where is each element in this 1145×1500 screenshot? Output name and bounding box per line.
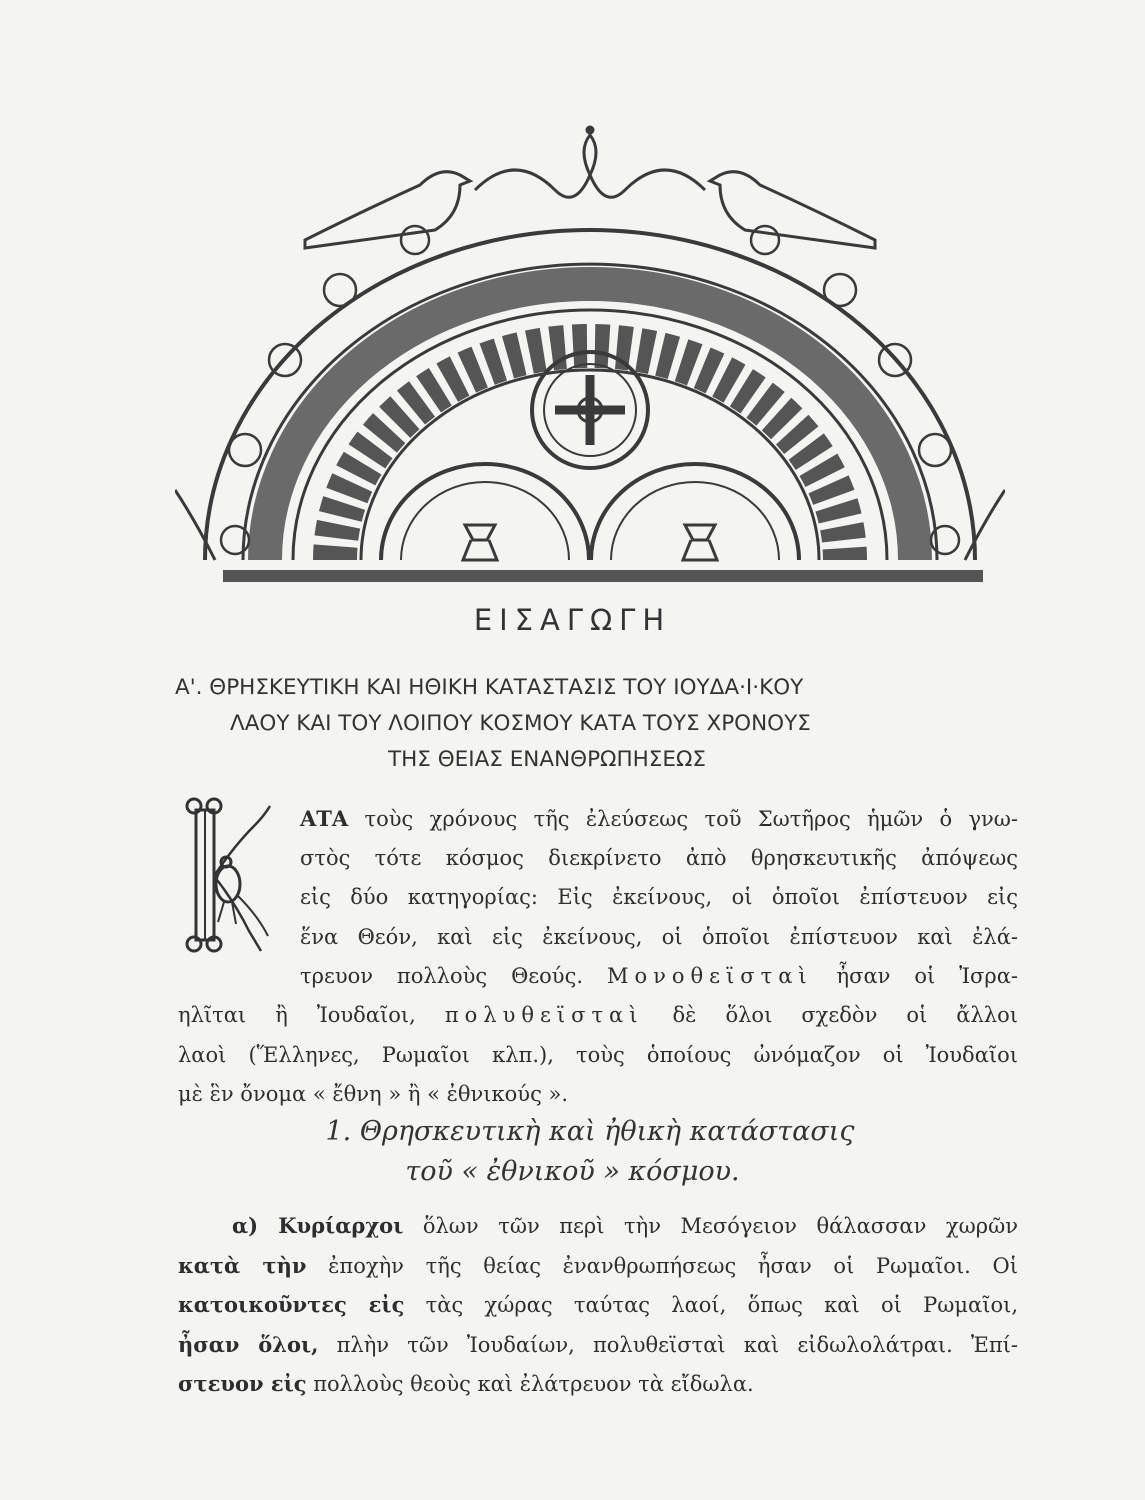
text-line: τρευον πολλοὺς Θεούς. Μονοθεϊσταὶ ἦσαν οἱ Ἰσρα- [300,964,1019,988]
paragraph-1-top [300,799,1018,997]
text-line: κατοικοῦντες εἰς τὰς χώρας ταύτας λαοί, ὅπως καὶ οἱ Ρωμαῖοι, [178,1292,1018,1317]
subheading-line: 1. Θρησκευτικὴ καὶ ἠθικὴ κατάστασις [325,1116,855,1147]
paragraph-2 [178,1206,1018,1404]
text-line: κατὰ τὴν ἐποχὴν τῆς θείας ἐνανθρωπήσεως ἦσαν οἱ Ρωμαῖοι. Οἱ [178,1252,1018,1278]
text-line: στευον εἰς πολλοὺς θεοὺς καὶ ἐλάτρευον τὰ εἴδωλα. [178,1371,754,1396]
byzantine-headpiece-ornament [175,120,1005,595]
chapter-title-line: ΤΗΣ ΘΕΙΑΣ ΕΝΑΝΘΡΩΠΗΣΕΩΣ [388,747,706,772]
text-line: στὸς τότε κόσμος διεκρίνετο ἀπὸ θρησκευτικῆς ἀπόψεως [300,845,1018,870]
emphasis-spaced: Μονοθεϊσταὶ [606,964,813,988]
dropcap-lead: ΑΤΑ [300,806,349,831]
text-line: ηλῖται ἢ Ἰουδαῖοι, πολυθεϊσταὶ δὲ ὅλοι σχεδὸν οἱ ἄλλοι [178,1003,1018,1027]
chapter-title-line: ΛΑΟΥ ΚΑΙ ΤΟΥ ΛΟΙΠΟΥ ΚΟΣΜΟΥ ΚΑΤΑ ΤΟΥΣ ΧΡΟΝΟΥΣ [230,711,811,736]
text-line: ἦσαν ὅλοι, πλὴν τῶν Ἰουδαίων, πολυθεϊσταὶ καὶ εἰδωλολάτραι. Ἐπί- [178,1331,1018,1357]
chapter-title [175,670,1015,778]
illuminated-dropcap-k [178,796,288,961]
emphasis-spaced: πολυθεϊσταὶ [444,1003,644,1027]
text-line: ΑΤΑ τοὺς χρόνους τῆς ἐλεύσεως τοῦ Σωτῆρος ἡμῶν ὁ γνω- [300,806,1018,831]
text-line: α) Κυρίαρχοι ὅλων τῶν περὶ τὴν Μεσόγειον θάλασσαν χωρῶν [232,1213,1018,1238]
subsection-heading [0,1112,1145,1192]
text-line: μὲ ἓν ὄνομα « ἔθνη » ἢ « ἐθνικούς ». [178,1082,569,1106]
chapter-title-line: Α'. ΘΡΗΣΚΕΥΤΙΚΗ ΚΑΙ ΗΘΙΚΗ ΚΑΤΑΣΤΑΣΙΣ ΤΟΥ ΙΟΥΔΑ·Ι·ΚΟΥ [175,675,804,700]
subheading-line: τοῦ « ἐθνικοῦ » κόσμου. [405,1156,740,1187]
paragraph-1-bottom [178,996,1018,1115]
text-line: εἰς δύο κατηγορίας: Εἰς ἐκείνους, οἱ ὁποῖοι ἐπίστευον εἰς [300,885,1018,909]
section-heading: ΕΙΣΑΓΩΓΗ [473,603,672,637]
text-line: ἕνα Θεόν, καὶ εἰς ἐκείνους, οἱ ὁποῖοι ἐπίστευον καὶ ἐλά- [300,924,1018,949]
text-line: λαοὶ (Ἕλληνες, Ρωμαῖοι κλπ.), τοὺς ὁποίους ὠνόμαζον οἱ Ἰουδαῖοι [178,1042,1018,1067]
